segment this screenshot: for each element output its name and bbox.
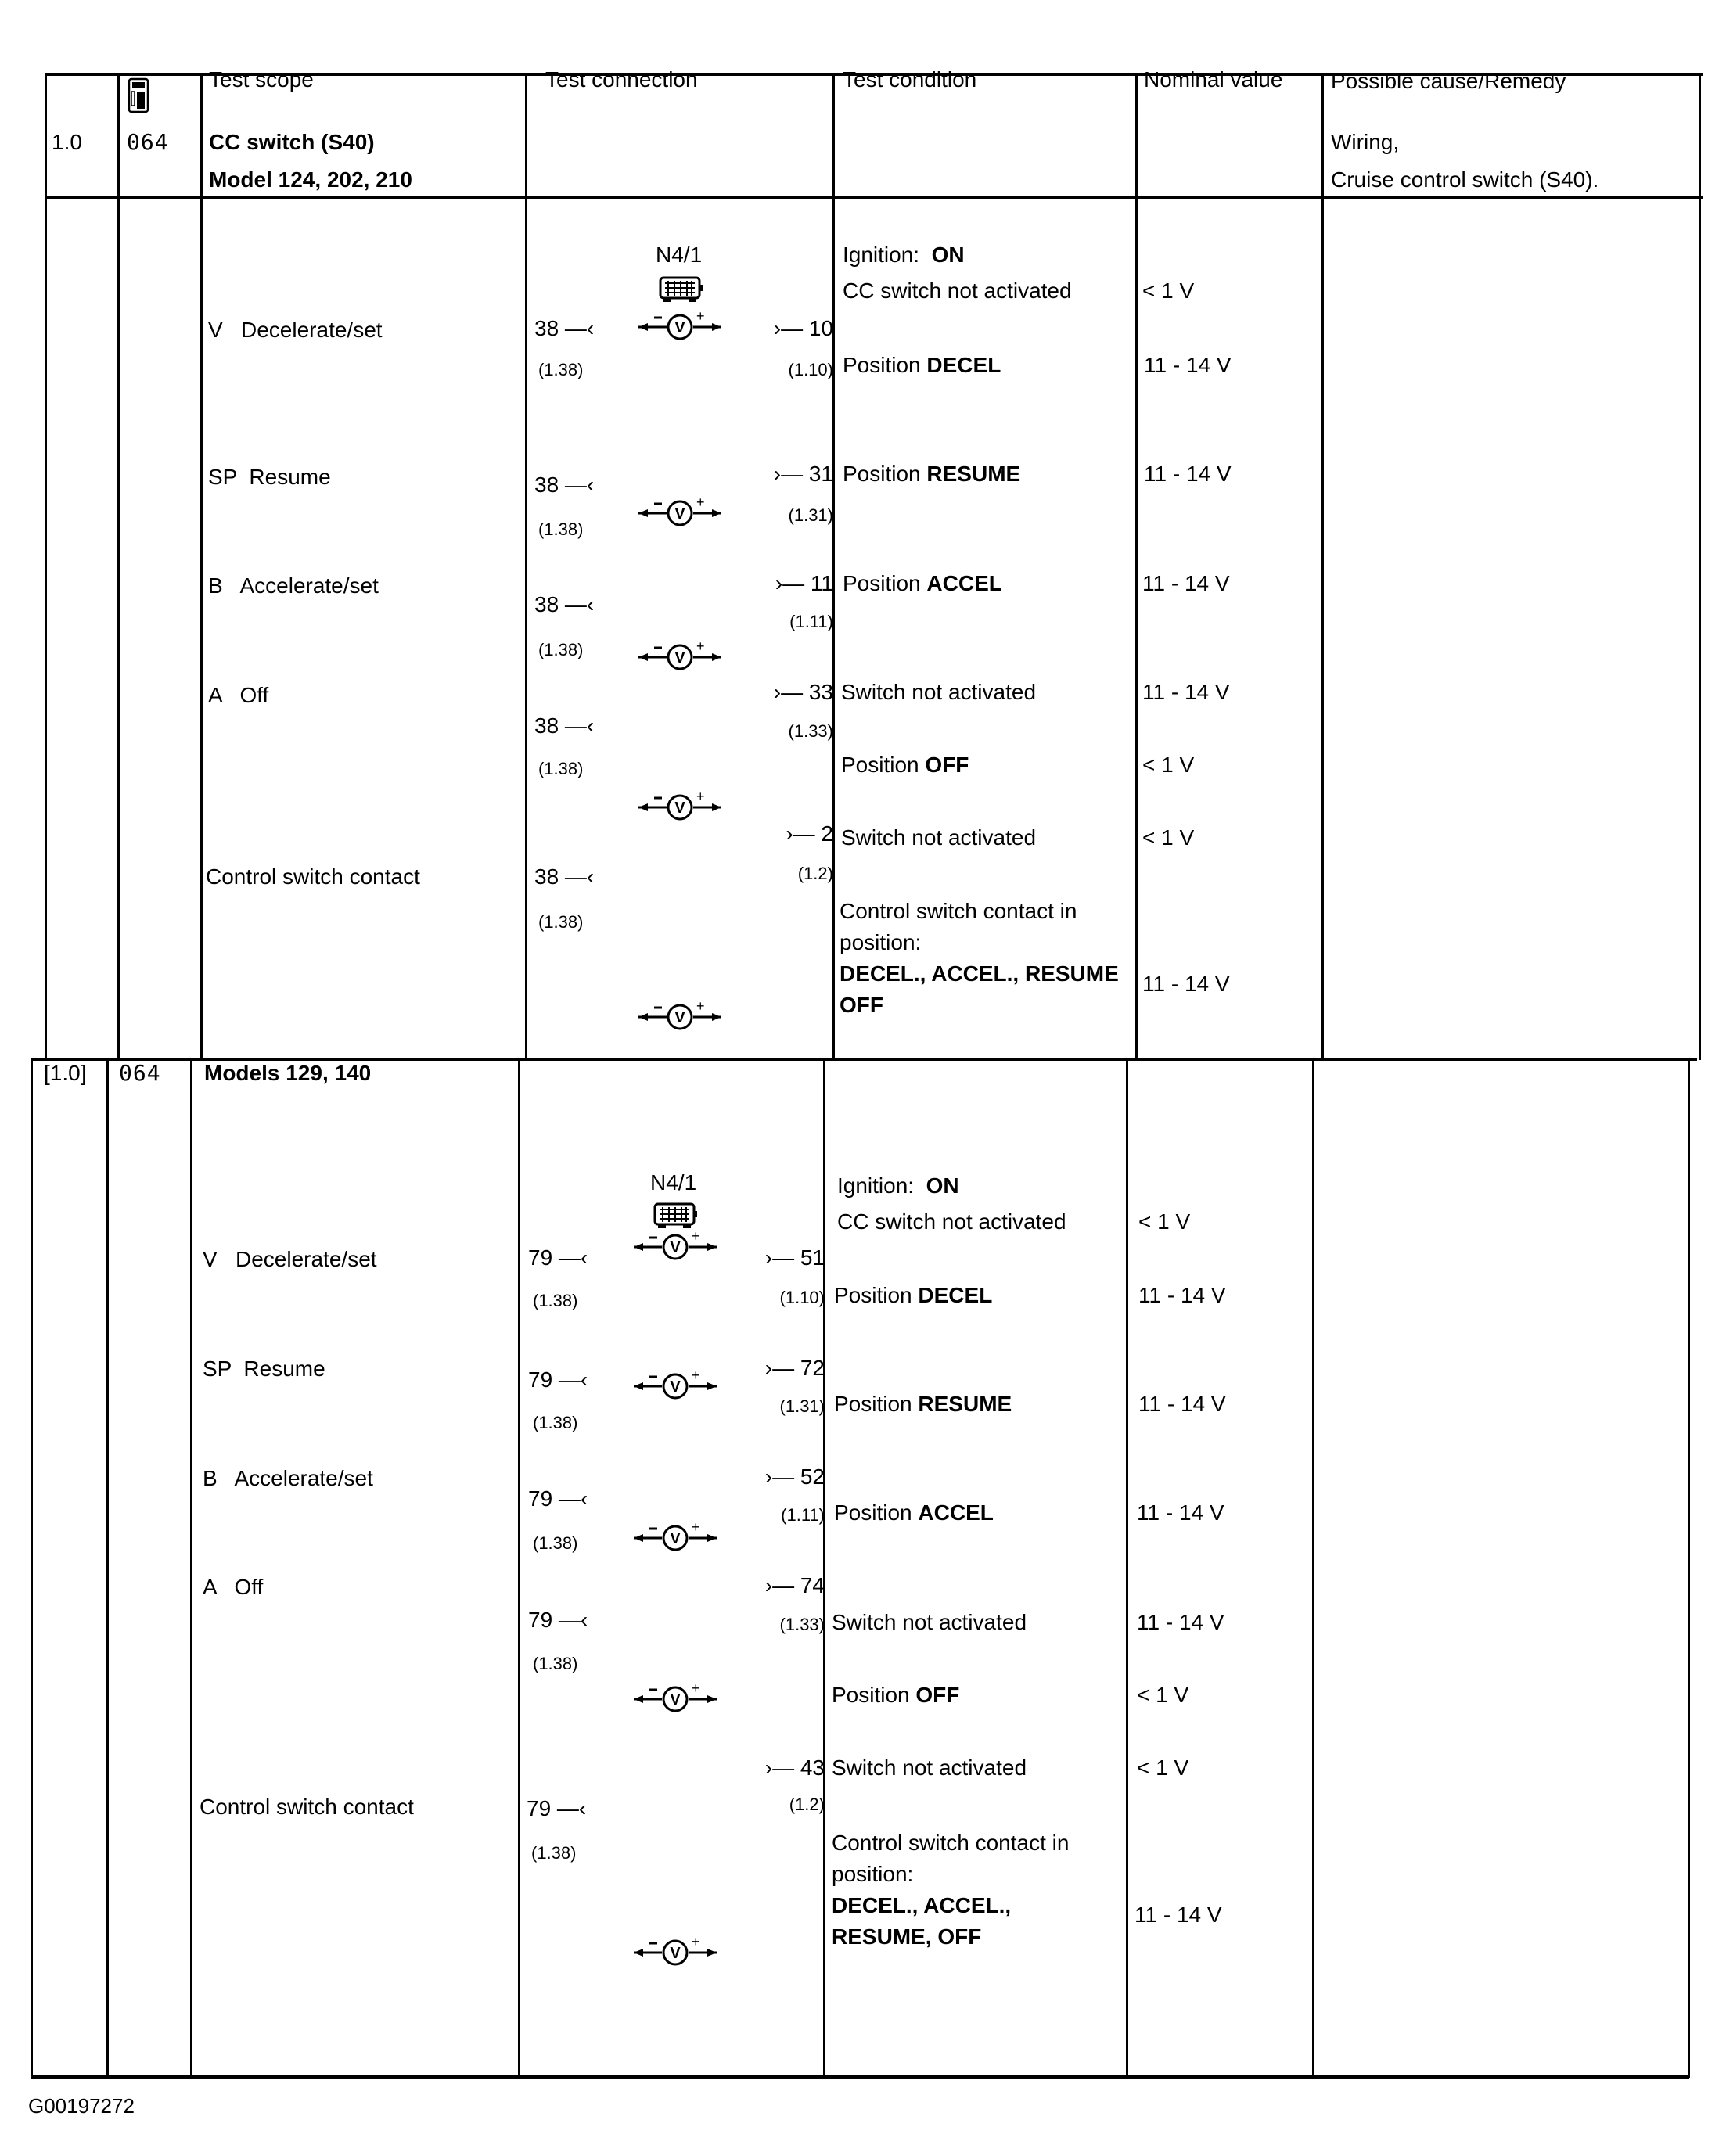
svg-text:V: V xyxy=(670,1945,681,1962)
condition-not-activated: CC switch not activated xyxy=(837,1209,1066,1234)
test-scope-title: Models 129, 140 xyxy=(204,1061,372,1085)
voltmeter-icon xyxy=(632,1521,718,1552)
right-pin-ref: (1.10) xyxy=(788,360,833,379)
voltmeter-icon xyxy=(632,1935,718,1967)
nominal-value: < 1 V xyxy=(1138,1209,1191,1234)
svg-text:V: V xyxy=(670,1239,681,1256)
condition-switch-not-activated-2: Switch not activated xyxy=(832,1755,1027,1780)
svg-text:+: + xyxy=(692,1682,700,1696)
header-remedy: Possible cause/Remedy xyxy=(1331,69,1566,93)
condition-contact-1: Control switch contact in xyxy=(840,899,1077,923)
right-pin-ref: (1.2) xyxy=(797,864,833,883)
left-pin-ref: (1.38) xyxy=(533,1291,578,1310)
nominal-value: < 1 V xyxy=(1137,1683,1189,1707)
right-pin-ref: (1.11) xyxy=(789,612,833,631)
left-pin: 79 —‹ xyxy=(527,1796,587,1820)
svg-text:+: + xyxy=(692,1369,700,1383)
left-pin-ref: (1.38) xyxy=(538,640,584,659)
right-pin: ›— 11 xyxy=(775,571,833,595)
nominal-value: < 1 V xyxy=(1137,1755,1189,1780)
voltmeter-icon xyxy=(637,640,723,671)
remedy-line-2: Cruise control switch (S40). xyxy=(1331,167,1599,192)
scope-decelerate: V Decelerate/set xyxy=(208,318,383,342)
left-pin-ref: (1.38) xyxy=(538,519,584,539)
condition-not-activated: CC switch not activated xyxy=(843,278,1072,303)
right-pin: ›— 51 xyxy=(764,1245,825,1270)
scope-decelerate: V Decelerate/set xyxy=(203,1247,377,1271)
header-test-connection: Test connection xyxy=(545,67,698,92)
svg-text:V: V xyxy=(670,1691,681,1709)
svg-text:+: + xyxy=(696,1000,705,1014)
condition-ignition: Ignition: ON xyxy=(837,1173,959,1198)
condition-decel: Position DECEL xyxy=(843,353,1001,377)
condition-accel: Position ACCEL xyxy=(834,1500,994,1525)
condition-resume: Position RESUME xyxy=(834,1392,1012,1416)
left-pin-ref: (1.38) xyxy=(538,360,584,379)
fault-code: 064 xyxy=(119,1060,161,1086)
left-pin-ref: (1.38) xyxy=(533,1533,578,1553)
condition-contact-4: RESUME, OFF xyxy=(832,1924,982,1949)
condition-contact-2: position: xyxy=(832,1862,914,1886)
svg-text:V: V xyxy=(674,800,685,817)
svg-text:V: V xyxy=(674,1009,685,1026)
svg-text:+: + xyxy=(696,310,705,324)
right-pin-ref: (1.33) xyxy=(788,721,833,741)
nominal-value: 11 - 14 V xyxy=(1138,1392,1226,1416)
condition-contact-4: OFF xyxy=(840,993,883,1017)
condition-accel: Position ACCEL xyxy=(843,571,1002,595)
right-pin-ref: (1.33) xyxy=(779,1615,825,1634)
condition-switch-not-activated: Switch not activated xyxy=(841,680,1037,704)
svg-text:+: + xyxy=(692,1230,700,1244)
condition-decel: Position DECEL xyxy=(834,1283,993,1307)
test-scope-model: Model 124, 202, 210 xyxy=(209,167,412,192)
svg-text:V: V xyxy=(674,505,685,523)
svg-text:V: V xyxy=(670,1378,681,1396)
left-pin: 38 —‹ xyxy=(534,316,595,340)
condition-contact-3: DECEL., ACCEL., xyxy=(832,1893,1012,1917)
scope-off: A Off xyxy=(208,683,269,707)
left-pin: 38 —‹ xyxy=(534,473,595,497)
scope-accelerate: B Accelerate/set xyxy=(208,573,379,598)
condition-resume: Position RESUME xyxy=(843,462,1021,486)
connector-label: N4/1 xyxy=(656,243,703,267)
voltmeter-icon xyxy=(632,1682,718,1713)
nominal-value: 11 - 14 V xyxy=(1142,571,1230,595)
left-pin: 79 —‹ xyxy=(528,1486,588,1511)
right-pin: ›— 2 xyxy=(786,821,833,846)
left-pin: 38 —‹ xyxy=(534,713,595,738)
remedy-line-1: Wiring, xyxy=(1331,130,1400,154)
right-pin-ref: (1.2) xyxy=(789,1795,825,1814)
right-pin: ›— 43 xyxy=(764,1755,825,1780)
left-pin: 79 —‹ xyxy=(528,1367,588,1392)
voltmeter-icon xyxy=(637,790,723,821)
voltmeter-icon xyxy=(637,1000,723,1031)
left-pin-ref: (1.38) xyxy=(538,759,584,778)
nominal-value: 11 - 14 V xyxy=(1137,1500,1224,1525)
nominal-value: 11 - 14 V xyxy=(1138,1283,1226,1307)
left-pin-ref: (1.38) xyxy=(533,1654,578,1673)
svg-text:V: V xyxy=(674,649,685,667)
right-pin: ›— 31 xyxy=(773,462,833,486)
voltmeter-icon xyxy=(632,1230,718,1261)
voltmeter-icon xyxy=(637,496,723,527)
fault-code: 064 xyxy=(127,129,169,155)
scope-accelerate: B Accelerate/set xyxy=(203,1466,373,1490)
connector-icon xyxy=(657,275,704,311)
condition-contact-1: Control switch contact in xyxy=(832,1831,1070,1855)
scope-resume: SP Resume xyxy=(203,1356,325,1381)
condition-off: Position OFF xyxy=(841,753,969,777)
left-pin-ref: (1.38) xyxy=(538,912,584,932)
nominal-value: 11 - 14 V xyxy=(1137,1610,1224,1634)
condition-switch-not-activated-2: Switch not activated xyxy=(841,825,1037,850)
row-number: [1.0] xyxy=(44,1061,87,1085)
nominal-value: < 1 V xyxy=(1142,825,1195,850)
nominal-value: < 1 V xyxy=(1142,753,1195,777)
right-pin-ref: (1.10) xyxy=(779,1288,825,1307)
connector-label: N4/1 xyxy=(650,1170,697,1195)
nominal-value: 11 - 14 V xyxy=(1144,462,1232,486)
right-pin-ref: (1.31) xyxy=(788,505,833,525)
left-pin: 38 —‹ xyxy=(534,864,595,889)
scope-control-contact: Control switch contact xyxy=(206,864,420,889)
nominal-value: 11 - 14 V xyxy=(1144,353,1232,377)
condition-off: Position OFF xyxy=(832,1683,960,1707)
svg-text:V: V xyxy=(674,319,685,336)
row-number: 1.0 xyxy=(52,130,82,154)
svg-text:+: + xyxy=(692,1935,700,1949)
voltmeter-icon xyxy=(637,310,723,341)
scope-resume: SP Resume xyxy=(208,465,331,489)
right-pin: ›— 10 xyxy=(773,316,833,340)
left-pin: 79 —‹ xyxy=(528,1245,588,1270)
left-pin-ref: (1.38) xyxy=(531,1843,577,1863)
condition-ignition: Ignition: ON xyxy=(843,243,965,267)
svg-text:+: + xyxy=(696,640,705,654)
right-pin: ›— 52 xyxy=(764,1464,825,1489)
left-pin-ref: (1.38) xyxy=(533,1413,578,1432)
condition-contact-3: DECEL., ACCEL., RESUME xyxy=(840,961,1119,986)
nominal-value: 11 - 14 V xyxy=(1134,1903,1222,1927)
nominal-value: < 1 V xyxy=(1142,278,1195,303)
nominal-value: 11 - 14 V xyxy=(1142,680,1230,704)
svg-text:V: V xyxy=(670,1530,681,1547)
header-test-scope: Test scope xyxy=(209,67,314,92)
scope-off: A Off xyxy=(203,1575,264,1599)
left-pin: 38 —‹ xyxy=(534,592,595,616)
right-pin: ›— 74 xyxy=(764,1573,825,1597)
svg-text:+: + xyxy=(696,790,705,804)
svg-text:+: + xyxy=(696,496,705,510)
header-nominal-value: Nominal value xyxy=(1144,67,1283,92)
tester-icon xyxy=(128,77,149,113)
condition-contact-2: position: xyxy=(840,930,922,954)
scope-control-contact: Control switch contact xyxy=(200,1795,414,1819)
figure-id: G00197272 xyxy=(28,2094,135,2118)
right-pin: ›— 33 xyxy=(773,680,833,704)
test-scope-title: CC switch (S40) xyxy=(209,130,375,154)
right-pin-ref: (1.11) xyxy=(781,1505,825,1525)
condition-switch-not-activated: Switch not activated xyxy=(832,1610,1027,1634)
nominal-value: 11 - 14 V xyxy=(1142,972,1230,996)
right-pin: ›— 72 xyxy=(764,1356,825,1380)
header-test-condition: Test condition xyxy=(843,67,977,92)
right-pin-ref: (1.31) xyxy=(779,1396,825,1416)
voltmeter-icon xyxy=(632,1369,718,1400)
left-pin: 79 —‹ xyxy=(528,1608,588,1632)
svg-text:+: + xyxy=(692,1521,700,1535)
